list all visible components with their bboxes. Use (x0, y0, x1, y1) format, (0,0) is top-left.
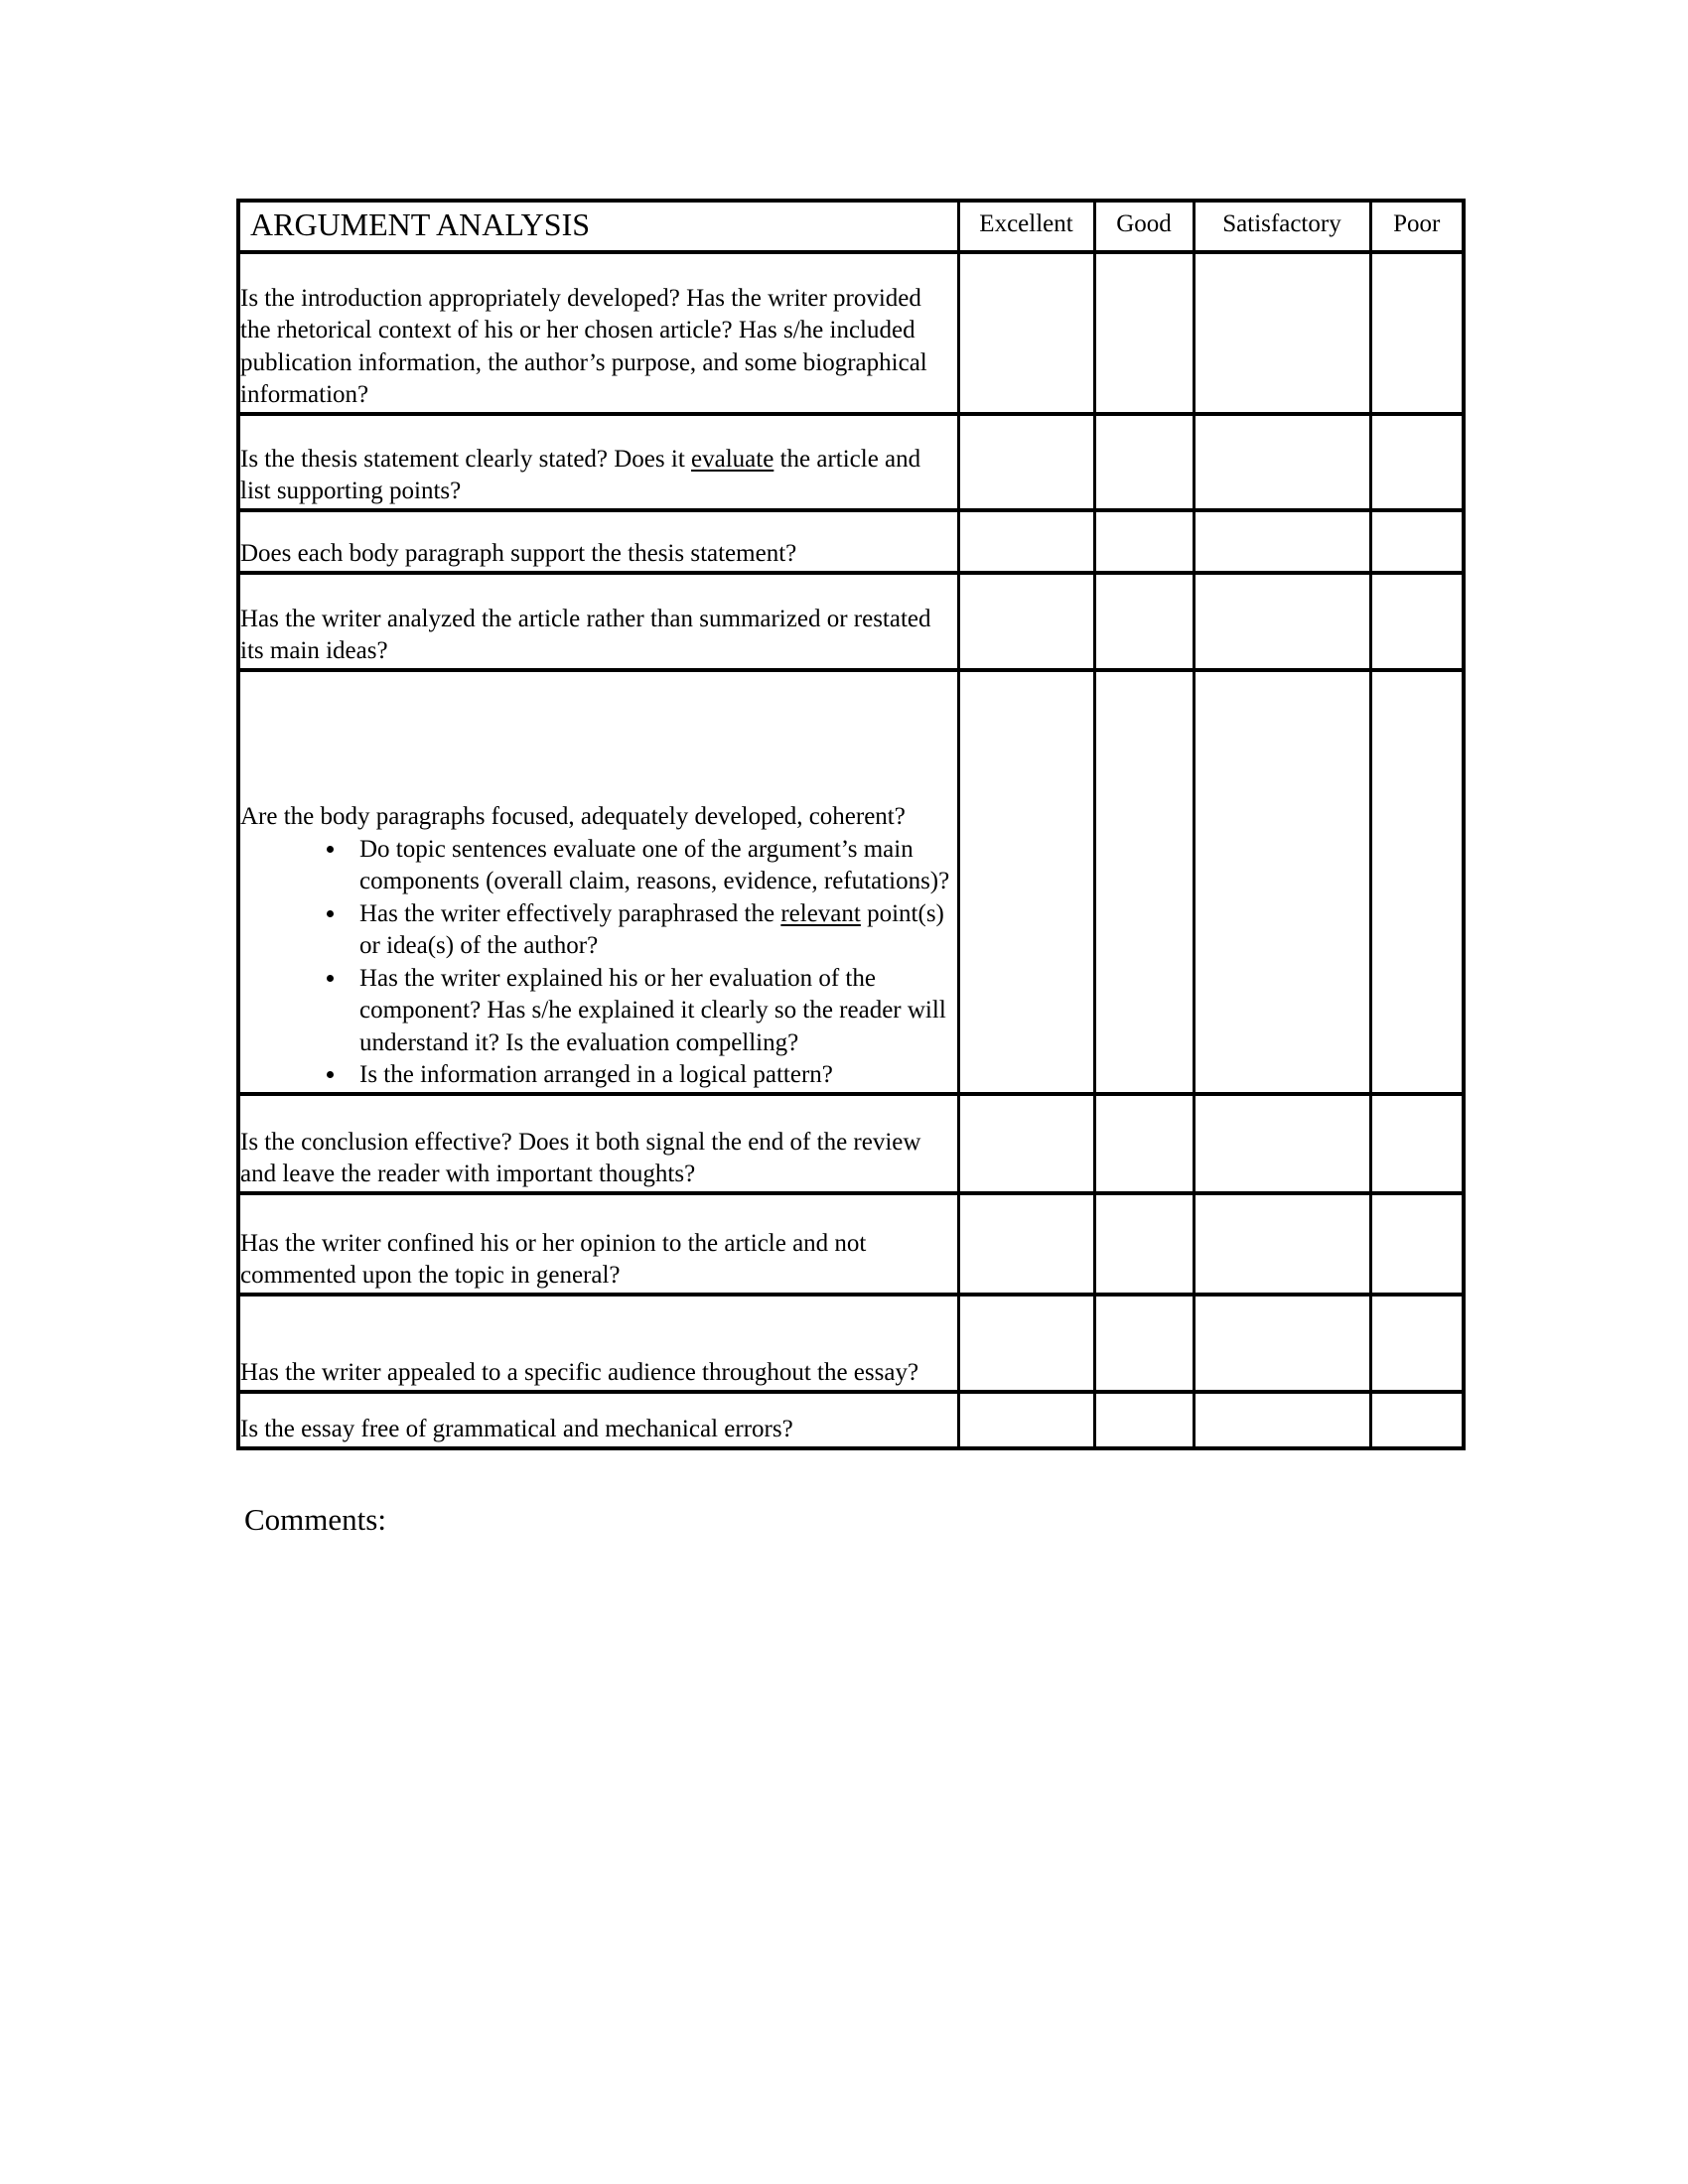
rating-cell (1370, 1295, 1464, 1392)
rating-cell (1194, 573, 1370, 670)
question-cell (238, 573, 958, 670)
question-cell (238, 1295, 958, 1392)
column-header-poor: Poor (1370, 201, 1464, 252)
question-cell (238, 1392, 958, 1448)
question-text: Are the body paragraphs focused, adequately developed, coherent? (240, 803, 906, 831)
question-cell (238, 252, 958, 414)
rubric-header-row (238, 201, 1464, 252)
bullet-item: • Has the writer explained his or her evaluation of the component? Has s/he explained it clearly so the reader will understand it? Is the evaluation compelling? (348, 963, 957, 1060)
table-row (238, 670, 1464, 1094)
rating-cell (1370, 1193, 1464, 1295)
rating-cell (1194, 1094, 1370, 1193)
rating-cell (1370, 414, 1464, 510)
rating-cell (1194, 414, 1370, 510)
rating-cell (1094, 1392, 1194, 1448)
rubric-rows (238, 252, 1464, 1448)
rating-cell (1194, 1193, 1370, 1295)
rating-cell (958, 414, 1094, 510)
rating-cell (1370, 252, 1464, 414)
table-row (238, 1295, 1464, 1392)
rating-cell (1194, 510, 1370, 573)
rating-cell (958, 1193, 1094, 1295)
rubric-document (236, 199, 1462, 1538)
table-row (238, 1094, 1464, 1193)
rubric-table (236, 199, 1466, 1450)
table-row (238, 573, 1464, 670)
table-row (238, 1392, 1464, 1448)
question-text: Is the essay free of grammatical and mechanical errors? (240, 1416, 793, 1443)
rating-cell (1370, 670, 1464, 1094)
question-cell (238, 414, 958, 510)
rating-cell (1194, 1392, 1370, 1448)
rating-cell (958, 573, 1094, 670)
question-text: Is the thesis statement clearly stated? Does it evaluate the article and list supporting points? (240, 445, 921, 505)
question-cell (238, 510, 958, 573)
table-row (238, 252, 1464, 414)
column-header-excellent: Excellent (958, 201, 1094, 252)
table-row (238, 510, 1464, 573)
rating-cell (1094, 1295, 1194, 1392)
comments-label: Comments: (244, 1501, 386, 1537)
rating-cell (1094, 1094, 1194, 1193)
rating-cell (1194, 252, 1370, 414)
bullet-item: • Do topic sentences evaluate one of the argument’s main components (overall claim, reasons, evidence, refutations)? (348, 834, 957, 898)
rating-cell (1370, 510, 1464, 573)
rating-cell (958, 252, 1094, 414)
rating-cell (958, 1392, 1094, 1448)
rating-cell (1094, 252, 1194, 414)
table-title: ARGUMENT ANALYSIS (238, 201, 958, 252)
rating-cell (1094, 414, 1194, 510)
rating-cell (1370, 1094, 1464, 1193)
rating-cell (1094, 573, 1194, 670)
column-header-satisfactory: Satisfactory (1194, 201, 1370, 252)
rating-cell (1370, 573, 1464, 670)
question-text: Has the writer confined his or her opinion to the article and not commented upon the topic in general? (240, 1229, 867, 1290)
question-text: Is the conclusion effective? Does it both signal the end of the review and leave the reader with important thoughts? (240, 1128, 921, 1188)
rating-cell (958, 1094, 1094, 1193)
question-cell (238, 1094, 958, 1193)
question-cell (238, 1193, 958, 1295)
question-text: Is the introduction appropriately developed? Has the writer provided the rhetorical context of his or her chosen article? Has s/he included publication information, the author’s purpose, and some biographical information? (240, 284, 927, 409)
rating-cell (958, 510, 1094, 573)
question-text: Does each body paragraph support the thesis statement? (240, 540, 797, 568)
rating-cell (1094, 1193, 1194, 1295)
rating-cell (1370, 1392, 1464, 1448)
rating-cell (1094, 510, 1194, 573)
column-header-good: Good (1094, 201, 1194, 252)
question-text: Has the writer analyzed the article rather than summarized or restated its main ideas? (240, 605, 931, 665)
table-row (238, 1193, 1464, 1295)
bullet-list (240, 834, 957, 1092)
rating-cell (958, 670, 1094, 1094)
rating-cell (1094, 670, 1194, 1094)
bullet-item: • Has the writer effectively paraphrased the relevant point(s) or idea(s) of the author? (348, 898, 957, 963)
rating-cell (958, 1295, 1094, 1392)
rating-cell (1194, 1295, 1370, 1392)
bullet-item: • Is the information arranged in a logical pattern? (348, 1059, 957, 1092)
question-cell (238, 670, 958, 1094)
rating-cell (1194, 670, 1370, 1094)
table-row (238, 414, 1464, 510)
question-text: Has the writer appealed to a specific audience throughout the essay? (240, 1359, 919, 1387)
